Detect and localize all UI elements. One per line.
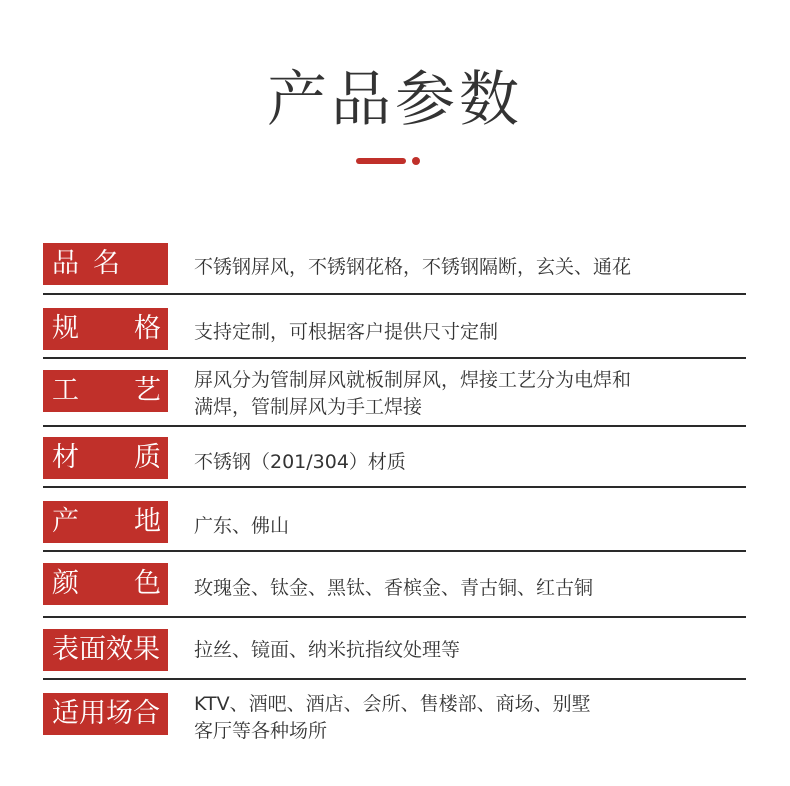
row-divider	[43, 486, 746, 488]
spec-value: 拉丝、镜面、纳米抗指纹处理等	[194, 639, 461, 661]
spec-label-char: 艺	[134, 375, 161, 406]
spec-label	[43, 308, 168, 350]
spec-value: 广东、佛山	[194, 515, 290, 537]
spec-label-char: 产	[52, 506, 79, 537]
spec-value: 支持定制，可根据客户提供尺寸定制	[194, 321, 499, 343]
spec-label	[43, 370, 168, 412]
row-divider	[43, 616, 746, 618]
spec-label: 品名	[43, 243, 168, 285]
spec-label: 适用场合	[43, 693, 168, 735]
spec-value: 玫瑰金、钛金、黑钛、香槟金、青古铜、红古铜	[194, 577, 594, 599]
row-divider	[43, 425, 746, 427]
spec-label-char: 规	[52, 313, 79, 344]
spec-label-char: 地	[134, 506, 161, 537]
spec-value: 屏风分为管制屏风就板制屏风，焊接工艺分为电焊和 满焊，管制屏风为手工焊接	[194, 369, 632, 418]
spec-label: 表面效果	[43, 629, 168, 671]
row-divider	[43, 357, 746, 359]
spec-value: 不锈钢屏风，不锈钢花格，不锈钢隔断，玄关、通花	[194, 256, 632, 278]
page-title: 产品参数	[267, 65, 523, 135]
decoration-line	[356, 158, 406, 164]
spec-label	[43, 501, 168, 543]
spec-label-char: 格	[134, 313, 161, 344]
decoration-dot	[412, 157, 420, 165]
spec-label-char: 工	[52, 375, 79, 406]
row-divider	[43, 293, 746, 295]
spec-label-char: 色	[134, 568, 161, 599]
spec-label-char: 材	[52, 442, 79, 473]
spec-value: KTV、酒吧、酒店、会所、售楼部、商场、别墅 客厅等各种场所	[194, 693, 591, 742]
spec-label	[43, 563, 168, 605]
row-divider	[43, 550, 746, 552]
row-divider	[43, 678, 746, 680]
spec-label	[43, 437, 168, 479]
spec-label-char: 颜	[52, 568, 79, 599]
spec-label-char: 质	[134, 442, 161, 473]
title-decoration	[356, 157, 426, 165]
spec-value: 不锈钢（201/304）材质	[194, 451, 406, 473]
